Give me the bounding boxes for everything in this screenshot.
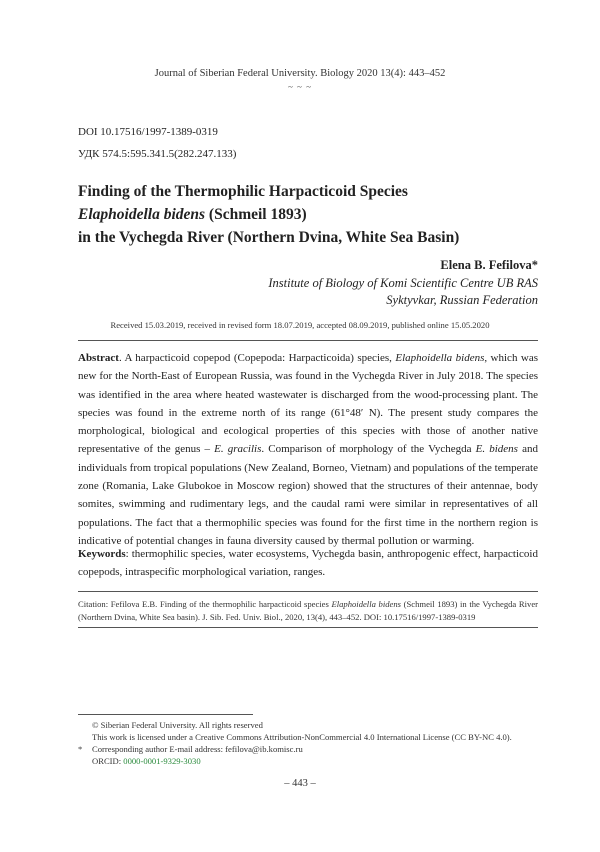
- divider-citation-top: [78, 591, 538, 592]
- abstract-text: . Comparison of morphology of the Vychegda: [261, 443, 476, 456]
- divider-top: [78, 340, 538, 341]
- footnote-orcid: [78, 756, 548, 768]
- citation: [78, 598, 538, 623]
- abstract-label: Abstract: [78, 352, 119, 364]
- journal-header: Journal of Siberian Federal University. Biology 2020 13(4): 443–452: [154, 68, 446, 79]
- abstract-species: E. bidens: [475, 443, 518, 456]
- keywords-text: : thermophilic species, water ecosystems, Vychegda basin, anthropogenic effect, harpacticoid copepods, intraspecific morphological variation, ranges.: [78, 548, 538, 579]
- footnote-license: [78, 732, 548, 744]
- abstract-text: and individuals from tropical populations (New Zealand, Borneo, Vietnam) and populations of the temperate zone (Romania, Lake Glubokoe in Moscow region) showed that the structures of their antennae, body somites, swimming and rudimentary legs, and the caudal rami were similar in representatives of all populations. The fact that a thermophilic species was found for the first time in the northern region is indicative of potential changes in fauna diversity caused by thermal pollution or warming.: [78, 443, 538, 547]
- license-text: This work is licensed under a Creative Commons Attribution-NonCommercial 4.0 International License (CC BY-NC 4.0).: [92, 732, 512, 742]
- citation-text: (Schmeil 1893) in the Vychegda River (Northern Dvina, White Sea basin). J. Sib. Fed. Univ. Biol., 2020, 13(4), 443–452. DOI: 10.17516/1997-1389-0319: [78, 599, 538, 622]
- orcid-link[interactable]: 0000-0001-9329-3030: [123, 756, 201, 766]
- footnote-corresponding: [78, 744, 548, 756]
- footnote-copyright: [78, 720, 548, 732]
- article-title: [78, 180, 538, 249]
- divider-citation-bottom: [78, 627, 538, 628]
- footnote-divider: [78, 714, 253, 715]
- copyright-text: © Siberian Federal University. All rights reserved: [92, 720, 263, 730]
- received-dates: Received 15.03.2019, received in revised form 18.07.2019, accepted 08.09.2019, published online 15.05.2020: [110, 320, 490, 330]
- abstract: [78, 349, 538, 550]
- page-number: – 443 –: [284, 778, 316, 789]
- title-line-2: [78, 203, 538, 226]
- abstract-species: Elaphoidella bidens: [395, 352, 485, 364]
- affiliation-location: Syktyvkar, Russian Federation: [386, 293, 538, 307]
- affiliation-institute: Institute of Biology of Komi Scientific Centre UB RAS: [268, 276, 538, 290]
- citation-species: Elaphoidella bidens: [331, 599, 401, 609]
- orcid-label: ORCID:: [92, 756, 124, 766]
- corresponding-text: Corresponding author E-mail address: fefilova@ib.komisc.ru: [92, 744, 303, 754]
- keywords-label: Keywords: [78, 548, 126, 560]
- asterisk-mark: *: [78, 744, 83, 754]
- abstract-text: , which was new for the North-East of European Russia, was found in the Vychegda River in July 2018. The species was identified in the area where heated wastewater is discharged from the wood-processing plant. The species was found in the extreme north of its range (61°48′ N). The present study compares the morphological, biological and ecological properties of this species with those of another native representative of the genus –: [78, 352, 538, 456]
- doi: DOI 10.17516/1997-1389-0319: [78, 126, 218, 138]
- title-line-1: Finding of the Thermophilic Harpacticoid Species: [78, 183, 408, 200]
- abstract-text: . A harpacticoid copepod (Copepoda: Harpacticoida) species,: [118, 352, 396, 364]
- keywords: [78, 545, 538, 582]
- udk-code: УДК 574.5:595.341.5(282.247.133): [78, 148, 237, 160]
- citation-text: Citation: Fefilova E.B. Finding of the thermophilic harpacticoid species: [78, 599, 332, 609]
- author-name: Elena B. Fefilova*: [440, 258, 538, 272]
- header-ornament: ~ ~ ~: [287, 82, 313, 92]
- title-line-2-rest: (Schmeil 1893): [205, 206, 307, 223]
- abstract-species: E. gracilis: [214, 443, 262, 456]
- title-line-3: in the Vychegda River (Northern Dvina, White Sea Basin): [78, 229, 460, 246]
- title-species: Elaphoidella bidens: [78, 206, 206, 223]
